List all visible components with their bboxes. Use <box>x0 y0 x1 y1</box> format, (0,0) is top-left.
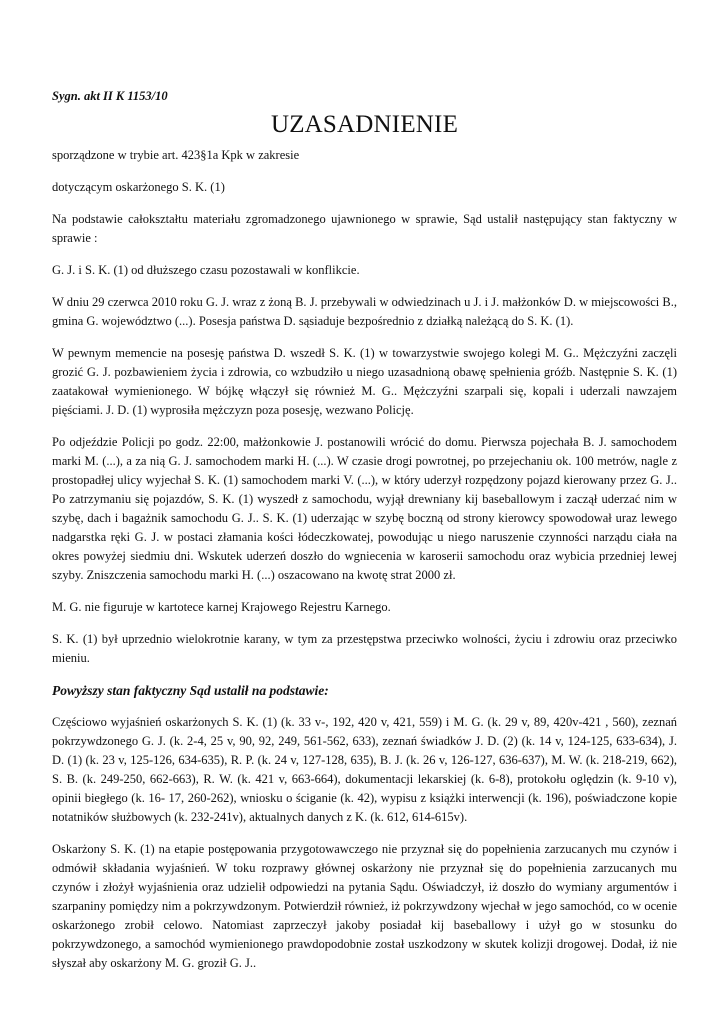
paragraph-collision: Po odjeździe Policji po godz. 22:00, małżonkowie J. postanowili wrócić do domu. Pierwsza pojechała B. J. samochodem marki M. (...), a za nią G. J. samochodem marki H. (...). W czasie drogi powrotnej, po przejechaniu ok. 100 metrów, nagle z prostopadłej ulicy wyjechał S. K. (1) samochodem marki V. (...), w który uderzył rozpędzony pojazd kierowany przez G. J.. Po zatrzymaniu się pojazdów, S. K. (1) wyszedł z samochodu, wyjął drewniany kij baseballowym i zaczął uderzać nim w szybę, dach i bagażnik samochodu G. J.. S. K. (1) uderzając w szybę boczną od strony kierowcy spowodował uraz lewego nadgarstka ręki G. J. w postaci złamania kości łódeczkowatej, powodując u niego naruszenie czynności narządu ciała na okres powyżej siedmiu dni. Wskutek uderzeń doszło do wgniecenia w karoserii samochodu oraz wybicia przedniej lewej szyby. Zniszczenia samochodu marki H. (...) oszacowano na kwotę strat 2000 zł. <box>52 435 677 582</box>
paragraph-mode: sporządzone w trybie art. 423§1a Kpk w zakresie <box>52 148 300 162</box>
paragraph-evidence: Częściowo wyjaśnień oskarżonych S. K. (1) (k. 33 v-, 192, 420 v, 421, 559) i M. G. (k. 29 v, 89, 420v-421 , 560), zeznań pokrzywdzonego G. J. (k. 2-4, 25 v, 90, 92, 249, 561-562, 633), zeznań świadków J. D. (2) (k. 14 v, 124-125, 633-634), J. D. (1) (k. 23 v, 125-126, 634-635), R. P. (k. 24 v, 127-128, 635), B. J. (k. 26 v, 126-127, 636-637), M. W. (k. 218-219, 662), S. B. (k. 249-250, 662-663), R. W. (k. 421 v, 663-664), dokumentacji lekarskiej (k. 6-8), protokołu oględzin (k. 9-10 v), opinii biegłego (k. 16- 17, 260-262), wniosku o ściganie (k. 42), wypisu z książki interwencji (k. 196), poświadczone kopie notatników służbowych (k. 232-241v), aktualnych danych z K. (k. 612, 614-615v). <box>52 715 677 824</box>
document-page <box>52 88 677 986</box>
paragraph-record-sk: S. K. (1) był uprzednio wielokrotnie karany, w tym za przestępstwa przeciwko wolności, życiu i zdrowiu oraz przeciwko mieniu. <box>52 632 677 665</box>
section-heading: Powyższy stan faktyczny Sąd ustalił na podstawie: <box>52 683 329 698</box>
paragraph-record-mg: M. G. nie figuruje w kartotece karnej Krajowego Rejestru Karnego. <box>52 600 391 614</box>
paragraph-intro: Na podstawie całokształtu materiału zgromadzonego ujawnionego w sprawie, Sąd ustalił następujący stan faktyczny w sprawie : <box>52 212 677 245</box>
paragraph-defendant: dotyczącym oskarżonego S. K. (1) <box>52 180 225 194</box>
paragraph-fight: W pewnym memencie na posesję państwa D. wszedł S. K. (1) w towarzystwie swojego kolegi M. G.. Mężczyźni zaczęli grozić G. J. pozbawieniem życia i zdrowia, co wzbudziło u niego uzasadnioną obawę spełnienia gróźb. Następnie S. K. (1) zaatakował wymienionego. W bójkę włączył się również M. G.. Mężczyźni szarpali się, kopali i uderzali nawzajem pięściami. J. D. (1) wyprosiła mężczyzn poza posesję, wezwano Policję. <box>52 346 677 417</box>
paragraph-date: W dniu 29 czerwca 2010 roku G. J. wraz z żoną B. J. przebywali w odwiedzinach u J. i J. małżonków D. w miejscowości B., gmina G. województwo (...). Posesja państwa D. sąsiaduje bezpośrednio z działką należącą do S. K. (1). <box>52 295 677 328</box>
document-title: UZASADNIENIE <box>270 111 459 138</box>
paragraph-defendant-statement: Oskarżony S. K. (1) na etapie postępowania przygotowawczego nie przyznał się do popełnienia zarzucanych mu czynów i odmówił składania wyjaśnień. W toku rozprawy głównej oskarżony nie przyznał się do popełnienia zarzucanych mu czynów i złożył wyjaśnienia oraz udzielił odpowiedzi na pytania Sądu. Oświadczył, iż doszło do wymiany argumentów i szarpaniny pomiędzy nim a pokrzywdzonym. Potwierdził również, iż pokrzywdzony wjechał w jego samochód, co w ocenie oskarżonego zrobił celowo. Natomiast zaprzeczył jakoby posiadał kij baseballowy i użył go w stosunku do pokrzywdzonego, a samochód wymienionego prawdopodobnie został uszkodzony w skutek kolizji drogowej. Dodał, iż nie słyszał aby oskarżony M. G. groził G. J.. <box>52 842 677 970</box>
paragraph-conflict: G. J. i S. K. (1) od dłuższego czasu pozostawali w konflikcie. <box>52 263 360 277</box>
case-signature: Sygn. akt II K 1153/10 <box>52 89 168 103</box>
